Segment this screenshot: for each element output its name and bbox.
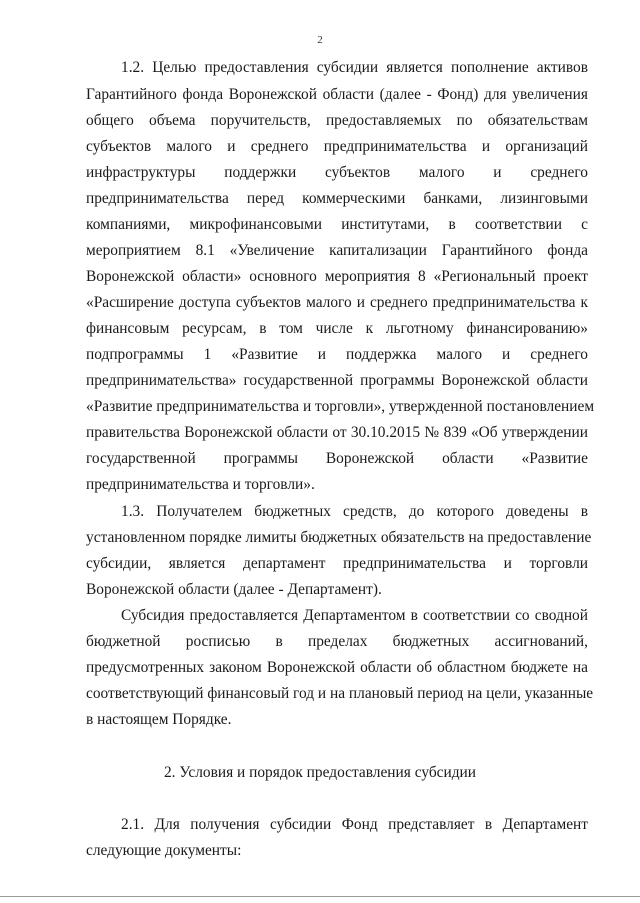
text-line: предусмотренных законом Воронежской области об областном бюджете на bbox=[86, 659, 588, 676]
text-line: бюджетной росписью в пределах бюджетных ассигнований, bbox=[86, 633, 588, 650]
text-line: компаниями, микрофинансовыми институтами, в соответствии с bbox=[86, 216, 588, 233]
text-line: подпрограммы 1 «Развитие и поддержка малого и среднего bbox=[86, 346, 588, 363]
section-2-heading: 2. Условия и порядок предоставления субсидии bbox=[163, 764, 477, 781]
text-line: «Развитие предпринимательства и торговли», утвержденной постановлением bbox=[86, 398, 595, 415]
text-line: соответствующий финансовый год и на плановый период на цели, указанные bbox=[86, 685, 594, 702]
text-line: 1.3. Получателем бюджетных средств, до которого доведены в bbox=[121, 503, 588, 520]
text-line: мероприятием 8.1 «Увеличение капитализации Гарантийного фонда bbox=[86, 242, 588, 259]
page-edge-divider bbox=[0, 896, 640, 897]
text-line: Субсидия предоставляется Департаментом в соответствии со сводной bbox=[121, 607, 588, 624]
text-line: «Расширение доступа субъектов малого и среднего предпринимательства к bbox=[86, 294, 588, 311]
text-line: финансовым ресурсам, в том числе к льготному финансированию» bbox=[86, 320, 588, 337]
text-line: государственной программы Воронежской области «Развитие bbox=[86, 450, 588, 467]
text-line: субсидии, является департамент предпринимательства и торговли bbox=[86, 555, 588, 572]
text-line: 2.1. Для получения субсидии Фонд представляет в Департамент bbox=[121, 816, 588, 833]
text-line: в настоящем Порядке. bbox=[86, 711, 232, 728]
text-line: Воронежской области» основного мероприятия 8 «Региональный проект bbox=[86, 268, 588, 285]
text-line: Гарантийного фонда Воронежской области (далее - Фонд) для увеличения bbox=[86, 86, 588, 103]
text-line: предпринимательства» государственной программы Воронежской области bbox=[86, 372, 588, 389]
text-line: установленном порядке лимиты бюджетных обязательств на предоставление bbox=[86, 529, 592, 546]
text-line: 1.2. Целью предоставления субсидии является пополнение активов bbox=[121, 59, 588, 76]
text-line: субъектов малого и среднего предпринимательства и организаций bbox=[86, 138, 588, 155]
page-number: 2 bbox=[317, 34, 323, 46]
text-line: общего объема поручительств, предоставляемых по обязательствам bbox=[86, 112, 588, 129]
text-line: инфраструктуры поддержки субъектов малого и среднего bbox=[86, 164, 588, 181]
text-line: Воронежской области (далее - Департамент). bbox=[86, 581, 382, 598]
text-line: следующие документы: bbox=[86, 842, 242, 859]
text-line: предпринимательства и торговли». bbox=[86, 476, 315, 493]
text-line: предпринимательства перед коммерческими банками, лизинговыми bbox=[86, 190, 588, 207]
text-line: правительства Воронежской области от 30.10.2015 № 839 «Об утверждении bbox=[86, 424, 588, 441]
